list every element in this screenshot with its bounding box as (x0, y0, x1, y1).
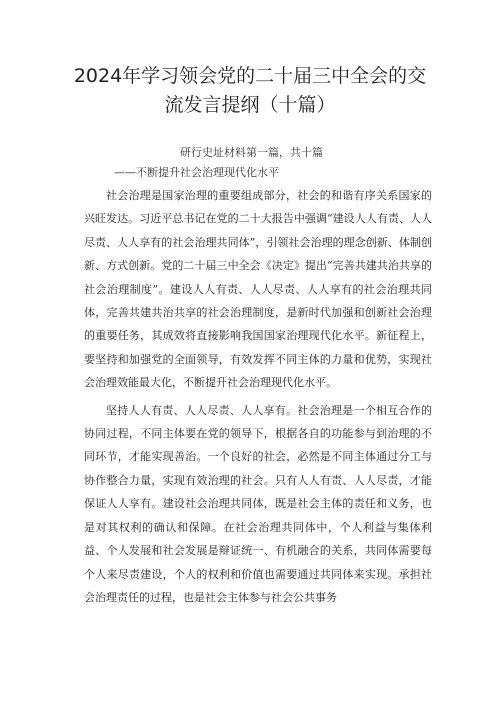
title-line-2: 流发言提纲（十篇） (164, 94, 336, 116)
body-paragraph-1: 社会治理是国家治理的重要组成部分，社会的和谐有序关系国家的兴旺发达。习近平总书记在党的二十大报告中强调“建设人人有责、人人尽责、人人享有的社会治理共同体”，引领社会治理的理念创新、体制创新、方式创新。党的二十届三中全会《决定》提出“完善共建共治共享的社会治理制度”。建设人人有责、人人尽责、人人享有的社会治理共同体，完善共建共治共享的社会治理制度，是新时代加强和创新社会治理的重要任务，其成效将直接影响我国国家治理现代化水平。新征程上，要坚持和加强党的全面领导，有效发挥不同主体的力量和优势，实现社会治理效能最大化，不断提升社会治理现代化水平。 (84, 189, 432, 390)
document-title (0, 62, 500, 120)
document-dedication: ——不断提升社会治理现代化水平 (114, 166, 279, 179)
body-paragraph-2: 坚持人人有责、人人尽责、人人享有。社会治理是一个相互合作的协同过程，不同主体要在党的领导下，根据各自的功能参与到治理的不同环节，才能实现善治。一个良好的社会，必然是不同主体通过分工与协作整合力量，实现有效治理的社会。只有人人有责、人人尽责，才能保证人人享有。建设社会治理共同体，既是社会主体的责任和义务，也是对其权利的确认和保障。在社会治理共同体中，个人利益与集体利益、个人发展和社会发展是辩证统一、有机融合的关系，共同体需要每个人来尽责建设，个人的权利和价值也需要通过共同体来实现。承担社会治理责任的过程，也是社会主体参与社会公共事务 (84, 403, 432, 604)
document-body (84, 184, 432, 613)
title-line-1: 2024年学习领会党的二十届三中全会的交 (73, 65, 427, 87)
document-subtitle: 研行史址材料第一篇，共十篇 (180, 146, 323, 159)
